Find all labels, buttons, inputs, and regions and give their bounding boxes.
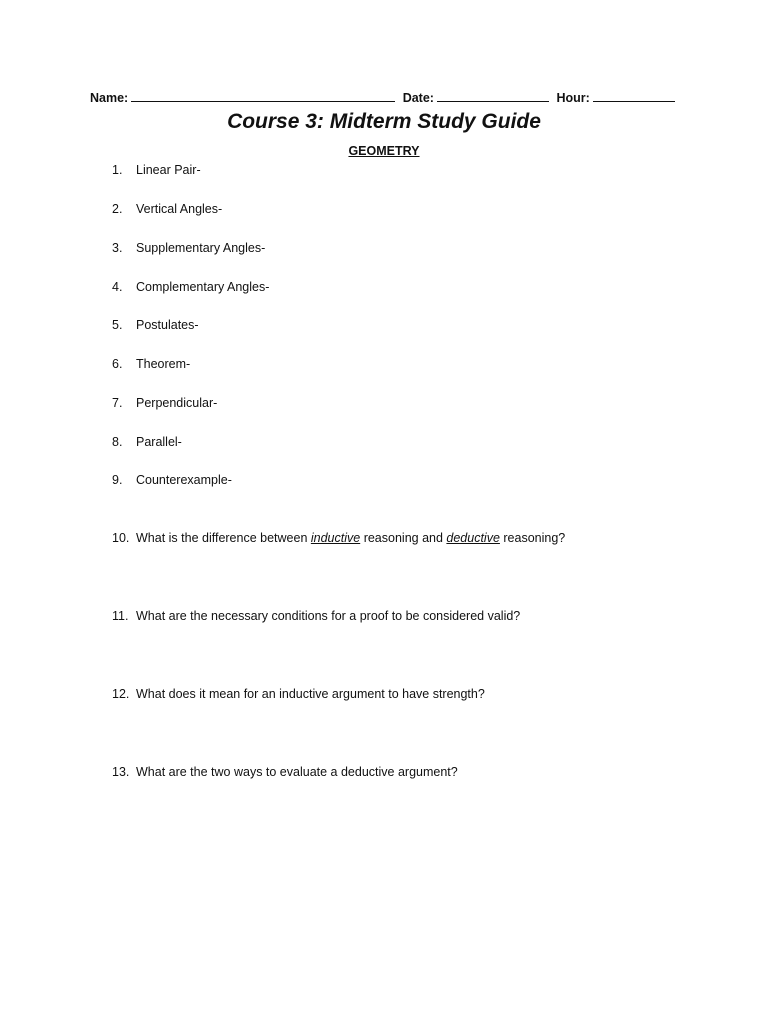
term-text: Vertical Angles- <box>136 202 223 216</box>
term-number: 9. <box>112 473 123 487</box>
question-text-part: reasoning and <box>360 531 447 545</box>
term-number: 2. <box>112 202 123 216</box>
term-number: 1. <box>112 163 123 177</box>
date-label: Date: <box>402 91 434 105</box>
question-number: 10. <box>112 531 130 545</box>
name-label: Name: <box>90 91 129 105</box>
term-item <box>112 280 269 294</box>
term-item <box>112 435 182 449</box>
term-text: Theorem- <box>136 357 191 371</box>
term-item <box>112 396 217 410</box>
question-emphasis: inductive <box>310 531 361 545</box>
question-number: 11. <box>112 609 129 623</box>
question-text-part: reasoning? <box>499 531 566 545</box>
question-text: What does it mean for an inductive argument to have strength? <box>136 687 485 701</box>
term-item <box>112 318 199 332</box>
hour-blank[interactable] <box>593 90 675 102</box>
question-item <box>112 531 565 545</box>
question-item <box>112 765 458 779</box>
term-text: Postulates- <box>136 318 199 332</box>
term-number: 5. <box>112 318 123 332</box>
question-text: What are the necessary conditions for a proof to be considered valid? <box>136 609 521 623</box>
question-number: 13. <box>112 765 130 779</box>
term-number: 3. <box>112 241 123 255</box>
term-text: Complementary Angles- <box>136 280 270 294</box>
term-number: 6. <box>112 357 123 371</box>
term-number: 7. <box>112 396 123 410</box>
date-blank[interactable] <box>437 90 549 102</box>
hour-label: Hour: <box>556 91 590 105</box>
term-item <box>112 473 232 487</box>
term-number: 4. <box>112 280 123 294</box>
term-text: Linear Pair- <box>136 163 201 177</box>
name-blank[interactable] <box>131 90 395 102</box>
term-item <box>112 163 201 177</box>
term-text: Parallel- <box>136 435 182 449</box>
question-number: 12. <box>112 687 130 701</box>
page-title: Course 3: Midterm Study Guide <box>227 110 541 133</box>
term-text: Supplementary Angles- <box>136 241 266 255</box>
question-emphasis: deductive <box>446 531 500 545</box>
term-item <box>112 241 265 255</box>
term-item <box>112 202 222 216</box>
section-heading: GEOMETRY <box>348 144 420 158</box>
question-item <box>112 609 520 623</box>
question-item <box>112 687 485 701</box>
question-text-part: What is the difference between <box>136 531 311 545</box>
term-number: 8. <box>112 435 123 449</box>
term-item <box>112 357 190 371</box>
header-fields <box>90 90 690 105</box>
question-text: What are the two ways to evaluate a deductive argument? <box>136 765 458 779</box>
term-text: Counterexample- <box>136 473 232 487</box>
term-text: Perpendicular- <box>136 396 218 410</box>
